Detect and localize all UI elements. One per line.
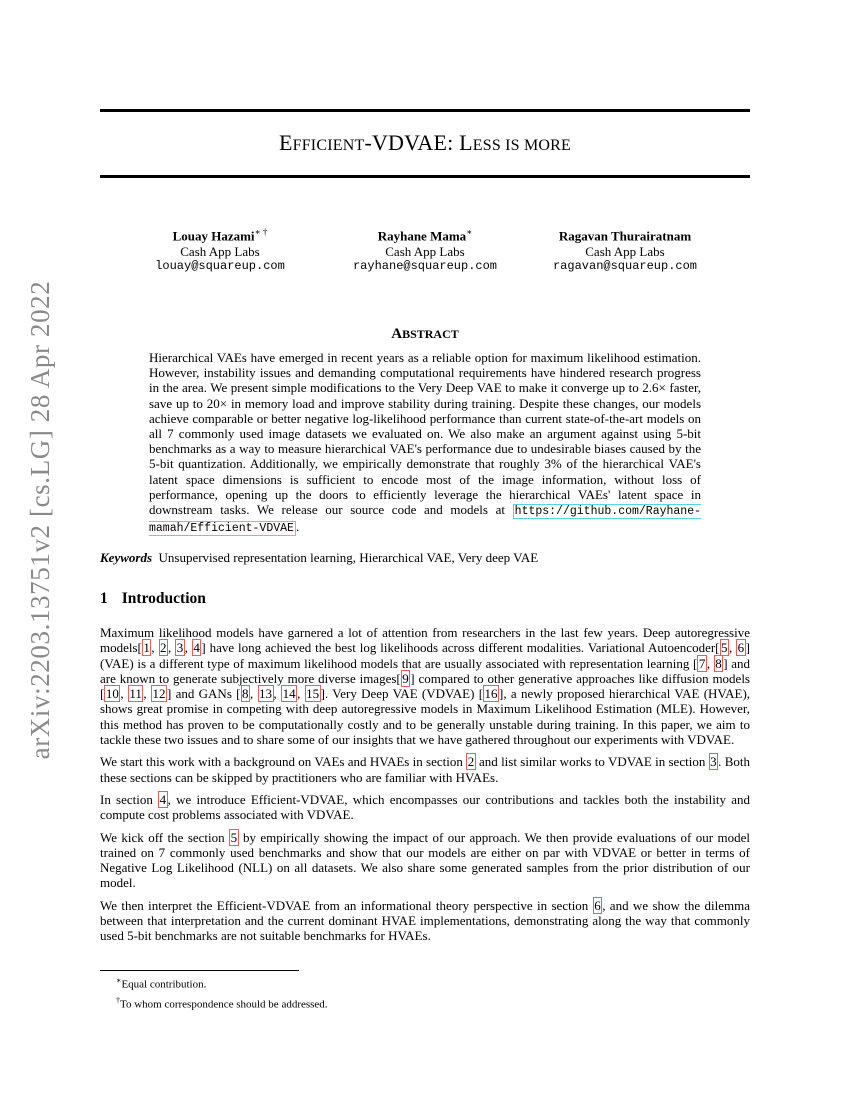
- citation-link[interactable]: 10: [105, 686, 119, 702]
- author-name: Louay Hazami: [172, 228, 255, 244]
- section-heading: 1 Introduction: [100, 590, 206, 607]
- footnotes: [100, 973, 750, 1012]
- keywords-label: Keywords: [100, 550, 152, 565]
- citation-link[interactable]: 15: [306, 686, 320, 702]
- citation-link[interactable]: 1: [143, 640, 150, 656]
- abstract-text: Hierarchical VAEs have emerged in recent years as a reliable option for maximum likelihood estimation. However, instability issues and demanding computational requirements have hindered research progress in the area. We present simple modifications to the Very Deep VAE to make it converge up to 2.6× faster, save up to 20× in memory load and improve stability during training. Despite these changes, our models achieve comparable or better negative log-likelihood performance than current state-of-the-art models on all 7 commonly used image datasets we evaluated on. We also make an argument against using 5-bit benchmarks as a way to measure hierarchical VAE's performance due to undesirable biases caused by the 5-bit quantization. Additionally, we empirically demonstrate that roughly 3% of the hierarchical VAE's latent space dimensions is sufficient to encode most of the image information, without loss of performance, opening up the doors to efficiently leverage the hierarchical VAEs' latent space in downstream tasks. We release our source code and models at https://github.com/Rayhane-mamah/Efficient-VDVAE .: [149, 350, 702, 536]
- author-affiliation: Cash App Labs: [180, 243, 260, 259]
- arxiv-stamp: arXiv:2203.13751v2 [cs.LG] 28 Apr 2022: [25, 280, 55, 760]
- citation-link[interactable]: 2: [160, 640, 167, 656]
- citation-link[interactable]: 6: [737, 640, 745, 656]
- footnote-rule: [100, 970, 299, 971]
- citation-link[interactable]: 14: [282, 686, 296, 702]
- citation-link[interactable]: 12: [152, 686, 166, 702]
- author-2: [330, 225, 520, 275]
- footnote-equal-contribution: ∗Equal contribution.: [116, 976, 207, 991]
- paragraph: Maximum likelihood models have garnered a lot of attention from researchers in the last few years. Deep autoregressive models[ 1 , 2 , 3 , 4 ] have long achieved the best log likelihoods across different modalities. Variational Autoencoder[ 5 , 6 ] (VAE) is a different type of maximum likelihood models that are usually associated with representation learning [ 7 , 8 ] and are known to generate subjectively more diverse images[ 9 ] compared to other generative approaches like diffusion models [ 10 , 11 , 12 ] and GANs [ 8 , 13 , 14 , 15 ]. Very Deep VAE (VDVAE) [ 16 ], a newly proposed hierarchical VAE (HVAE), shows great promise in competing with deep autoregressive models in Maximum Likelihood Estimation (MLE). However, this method has proven to be computationally costly and to be generally unstable during training. In this paper, we aim to tackle these two issues and to share some of our insights that we have gathered throughout our experiments with VDVAE.: [100, 625, 751, 748]
- paragraph: We start this work with a background on VAEs and HVAEs in section 2 and list similar works to VDVAE in section 3 . Both these sections can be skipped by practitioners who are familiar with HVAEs.: [100, 754, 750, 785]
- paragraph: In section 4 , we introduce Efficient-VDVAE, which encompasses our contributions and tackles both the instability and compute cost problems associated with VDVAE.: [100, 791, 750, 823]
- title-top-rule: [100, 109, 750, 112]
- section-link[interactable]: 6: [594, 897, 601, 913]
- author-3: [535, 225, 715, 275]
- section-link[interactable]: 4: [159, 791, 167, 807]
- author-1: [140, 225, 300, 275]
- citation-link[interactable]: 4: [193, 640, 200, 656]
- paper-title: EFFICIENT-VDVAE: LESS IS MORE: [278, 130, 572, 155]
- citation-link[interactable]: 16: [484, 686, 498, 702]
- author-marks: ∗: [466, 227, 473, 237]
- keywords: [100, 550, 750, 566]
- keywords-text: Unsupervised representation learning, Hierarchical VAE, Very deep VAE: [158, 550, 539, 565]
- author-email[interactable]: rayhane@squareup.com: [352, 259, 498, 274]
- citation-link[interactable]: 11: [129, 686, 142, 702]
- author-affiliation: Cash App Labs: [385, 243, 465, 259]
- citation-link[interactable]: 7: [698, 655, 706, 671]
- section-link[interactable]: 2: [467, 754, 475, 770]
- footnote-correspondence: †To whom correspondence should be addressed.: [116, 995, 328, 1011]
- citation-link[interactable]: 5: [721, 640, 728, 656]
- author-name: Rayhane Mama: [377, 228, 467, 244]
- paragraph: We then interpret the Efficient-VDVAE from an informational theory perspective in section 6 , and we show the dilemma between that interpretation and the current dominant HVAE implementations, demonstrating along the way that commonly used 5-bit benchmarks are not suitable benchmarks for HVAEs.: [100, 897, 750, 944]
- source-code-link[interactable]: https://github.com/Rayhane-mamah/Efficient-VDVAE: [149, 505, 702, 536]
- abstract-heading: ABSTRACT: [391, 326, 459, 342]
- citation-link[interactable]: 13: [259, 686, 273, 702]
- title-bottom-rule: [100, 175, 750, 178]
- author-email[interactable]: ragavan@squareup.com: [552, 259, 698, 274]
- author-block: [100, 225, 750, 275]
- section-link[interactable]: 3: [710, 754, 717, 770]
- section-link[interactable]: 5: [230, 829, 238, 845]
- paragraph: We kick off the section 5 by empirically showing the impact of our approach. We then provide evaluations of our model trained on 7 commonly used benchmarks and show that our models are either on par with VDVAE or better in terms of Negative Log Likelihood (NLL) on all datasets. We also share some generated samples from the prior distribution of our model.: [100, 829, 750, 891]
- author-marks: ∗ †: [254, 227, 268, 237]
- citation-link[interactable]: 8: [715, 655, 722, 671]
- introduction-body: [100, 625, 750, 951]
- citation-link[interactable]: 3: [176, 640, 184, 656]
- citation-link[interactable]: 9: [402, 670, 409, 686]
- author-email[interactable]: louay@squareup.com: [155, 259, 285, 274]
- author-affiliation: Cash App Labs: [585, 243, 665, 259]
- citation-link[interactable]: 8: [242, 686, 249, 702]
- author-name: Ragavan Thurairatnam: [558, 228, 692, 244]
